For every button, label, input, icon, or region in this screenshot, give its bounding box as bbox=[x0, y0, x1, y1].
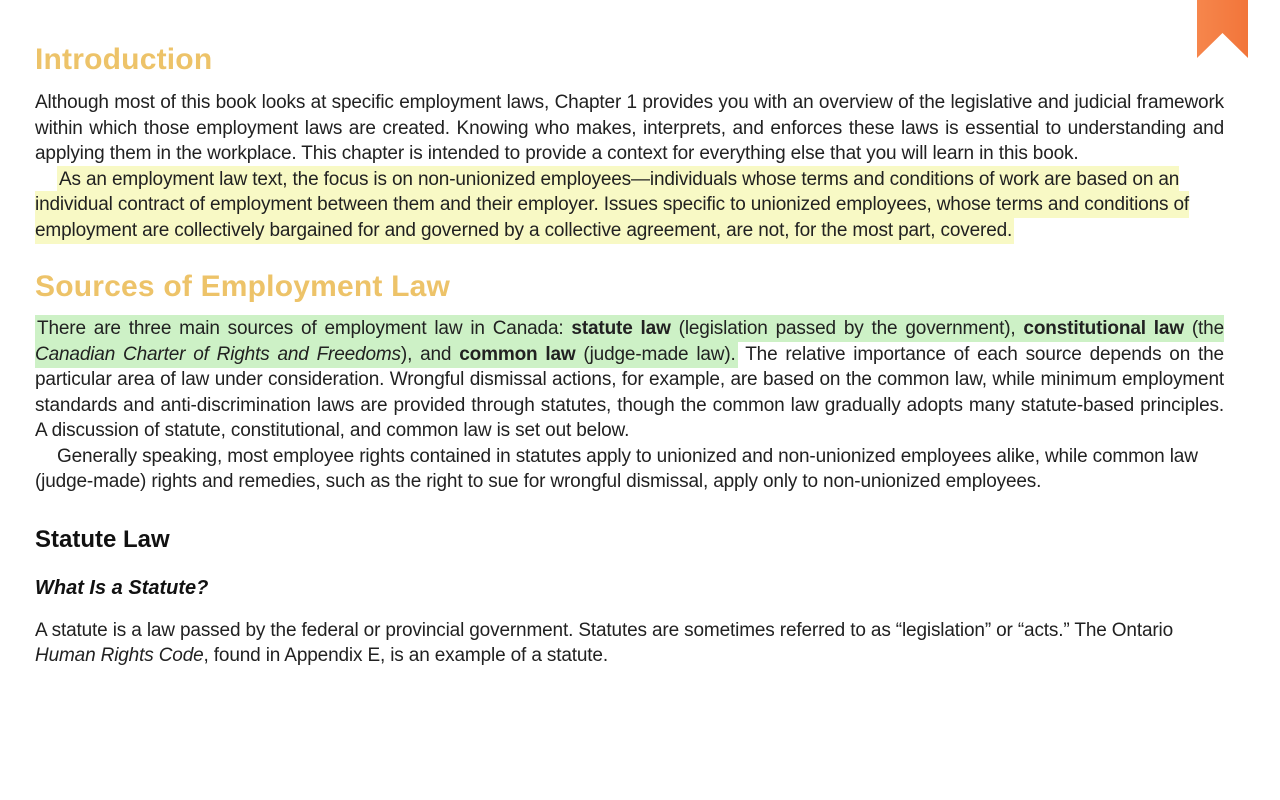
paragraph-intro-highlighted: As an employment law text, the focus is on non-unionized employees—individuals whose terms and conditions of work are based on an individual contract of employment between them and their employer. Issues specific to unionized employees, whose terms and conditions of employment are collectively bargained for and governed by a collective agreement, are not, for the most part, covered. bbox=[35, 167, 1224, 244]
heading-what-is-a-statute: What Is a Statute? bbox=[35, 576, 209, 599]
paragraph-sources-generally: Generally speaking, most employee rights contained in statutes apply to unionized and non-unionized employees alike, while common law (judge-made) rights and remedies, such as the right to sue for wrongful dismissal, apply only to non-unionized employees. bbox=[35, 445, 1198, 492]
heading-statute-law: Statute Law bbox=[35, 525, 170, 553]
paragraph-intro-overview: Although most of this book looks at specific employment laws, Chapter 1 provides you with an overview of the legislative and judicial framework within which those employment laws are created. Knowing who makes, interprets, and enforces these laws is essential to understanding and applying them in the workplace. This chapter is intended to provide a context for everything else that you will learn in this book. bbox=[35, 92, 1224, 164]
heading-introduction: Introduction bbox=[35, 43, 213, 76]
paragraph-sources-main: There are three main sources of employment law in Canada: statute law (legislation passed by the government), constitutional law (the Canadian Charter of Rights and Freedoms), and common law (judge-made law). The relative importance of each source depends on the particular area of law under consideration. Wrongful dismissal actions, for example, are based on the common law, while minimum employment standards and anti-discrimination laws are provided through statutes, though the common law gradually adopts many statute-based principles. A discussion of statute, constitutional, and common law is set out below. bbox=[35, 316, 1224, 444]
paragraph-statute-definition: A statute is a law passed by the federal or provincial government. Statutes are sometimes referred to as “legislation” or “acts.” The Ontario Human Rights Code, found in Appendix E, is an example of a statute. bbox=[35, 619, 1174, 666]
heading-sources-of-employment-law: Sources of Employment Law bbox=[35, 270, 451, 303]
